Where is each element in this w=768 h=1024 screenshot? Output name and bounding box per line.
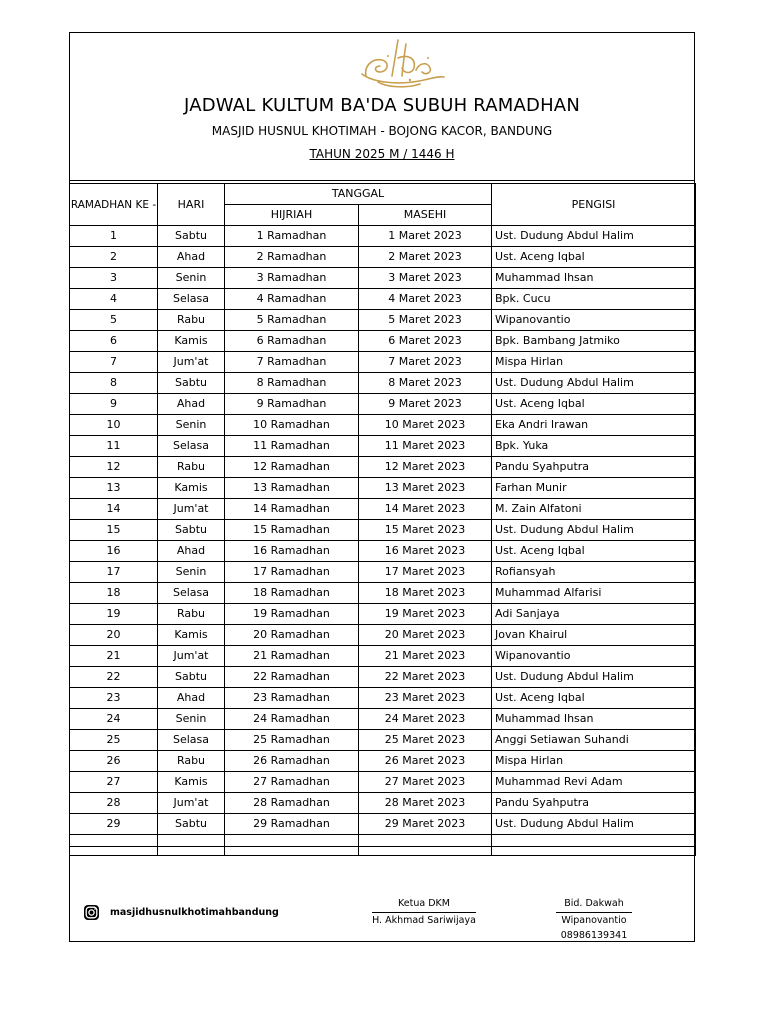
masehi-cell: 26 Maret 2023: [359, 751, 492, 772]
hijriah-cell: 20 Ramadhan: [225, 625, 359, 646]
hari-cell: Ahad: [158, 541, 225, 562]
instagram-handle: masjidhusnulkhotimahbandung: [110, 907, 279, 918]
ramadhan-ke-cell: 20: [70, 625, 158, 646]
hari-cell: Senin: [158, 415, 225, 436]
table-row: [70, 226, 696, 247]
hari-cell: Kamis: [158, 772, 225, 793]
hijriah-cell: 21 Ramadhan: [225, 646, 359, 667]
pengisi-cell: Eka Andri Irawan: [492, 415, 696, 436]
hijriah-cell: 14 Ramadhan: [225, 499, 359, 520]
ramadhan-ke-cell: 8: [70, 373, 158, 394]
table-row: [70, 562, 696, 583]
ramadhan-ke-cell: 15: [70, 520, 158, 541]
pengisi-cell: Ust. Dudung Abdul Halim: [492, 814, 696, 835]
hijriah-cell: 25 Ramadhan: [225, 730, 359, 751]
table-row: [70, 373, 696, 394]
masehi-cell: 4 Maret 2023: [359, 289, 492, 310]
masehi-cell: 9 Maret 2023: [359, 394, 492, 415]
ramadhan-ke-cell: 26: [70, 751, 158, 772]
masehi-cell: 1 Maret 2023: [359, 226, 492, 247]
ramadhan-ke-cell: 2: [70, 247, 158, 268]
ramadhan-ke-cell: 4: [70, 289, 158, 310]
masehi-cell: 7 Maret 2023: [359, 352, 492, 373]
ramadhan-ke-cell: 5: [70, 310, 158, 331]
hijriah-cell: 1 Ramadhan: [225, 226, 359, 247]
ramadhan-ke-cell: 22: [70, 667, 158, 688]
hijriah-cell: 3 Ramadhan: [225, 268, 359, 289]
masehi-cell: 14 Maret 2023: [359, 499, 492, 520]
pengisi-cell: Wipanovantio: [492, 310, 696, 331]
hari-cell: Kamis: [158, 625, 225, 646]
ramadhan-ke-cell: 23: [70, 688, 158, 709]
hari-cell: Senin: [158, 709, 225, 730]
pengisi-cell: Ust. Dudung Abdul Halim: [492, 226, 696, 247]
ramadhan-ke-cell: 29: [70, 814, 158, 835]
dakwah-phone: 08986139341: [560, 930, 628, 941]
ramadhan-ke-cell: [70, 835, 158, 856]
table-row: [70, 478, 696, 499]
table-row: [70, 793, 696, 814]
hijriah-cell: 27 Ramadhan: [225, 772, 359, 793]
pengisi-cell: Bpk. Bambang Jatmiko: [492, 331, 696, 352]
masehi-cell: 15 Maret 2023: [359, 520, 492, 541]
pengisi-cell: Ust. Aceng Iqbal: [492, 247, 696, 268]
table-row: [70, 415, 696, 436]
masehi-cell: 20 Maret 2023: [359, 625, 492, 646]
ramadhan-ke-cell: 17: [70, 562, 158, 583]
pengisi-cell: Pandu Syahputra: [492, 457, 696, 478]
masehi-cell: 25 Maret 2023: [359, 730, 492, 751]
ramadhan-ke-cell: 21: [70, 646, 158, 667]
table-body: [70, 226, 696, 856]
hijriah-cell: 7 Ramadhan: [225, 352, 359, 373]
table-row: [70, 604, 696, 625]
table-row: [70, 772, 696, 793]
table-header-row: [70, 184, 696, 205]
pengisi-cell: Rofiansyah: [492, 562, 696, 583]
hijriah-cell: 2 Ramadhan: [225, 247, 359, 268]
hijriah-cell: 4 Ramadhan: [225, 289, 359, 310]
hijriah-cell: 17 Ramadhan: [225, 562, 359, 583]
table-row: [70, 625, 696, 646]
pengisi-cell: Bpk. Yuka: [492, 436, 696, 457]
signature-dakwah: [556, 896, 632, 943]
document-subtitle: MASJID HUSNUL KHOTIMAH - BOJONG KACOR, BANDUNG: [211, 124, 553, 138]
pengisi-cell: Mispa Hirlan: [492, 352, 696, 373]
hijriah-cell: 13 Ramadhan: [225, 478, 359, 499]
hijriah-cell: 29 Ramadhan: [225, 814, 359, 835]
hari-cell: Sabtu: [158, 226, 225, 247]
table-row: [70, 331, 696, 352]
hari-cell: Jum'at: [158, 646, 225, 667]
masehi-cell: 10 Maret 2023: [359, 415, 492, 436]
hari-cell: Rabu: [158, 751, 225, 772]
ramadhan-ke-cell: 3: [70, 268, 158, 289]
ramadhan-ke-cell: 11: [70, 436, 158, 457]
table-row: [70, 436, 696, 457]
instagram-icon: [83, 904, 100, 921]
header-ramadhan-ke: RAMADHAN KE -: [70, 184, 158, 226]
masehi-cell: 29 Maret 2023: [359, 814, 492, 835]
table-row: [70, 457, 696, 478]
ramadhan-ke-cell: 14: [70, 499, 158, 520]
table-row: [70, 499, 696, 520]
hijriah-cell: 15 Ramadhan: [225, 520, 359, 541]
header-hari: HARI: [158, 184, 225, 226]
table-row: [70, 751, 696, 772]
ramadhan-ke-cell: 16: [70, 541, 158, 562]
pengisi-cell: [492, 835, 696, 856]
masehi-cell: 8 Maret 2023: [359, 373, 492, 394]
hijriah-cell: 10 Ramadhan: [225, 415, 359, 436]
masehi-cell: 11 Maret 2023: [359, 436, 492, 457]
pengisi-cell: Farhan Munir: [492, 478, 696, 499]
masehi-cell: 22 Maret 2023: [359, 667, 492, 688]
hijriah-cell: 19 Ramadhan: [225, 604, 359, 625]
hijriah-cell: 22 Ramadhan: [225, 667, 359, 688]
pengisi-cell: Muhammad Alfarisi: [492, 583, 696, 604]
header-divider: [69, 180, 695, 181]
pengisi-cell: Ust. Aceng Iqbal: [492, 394, 696, 415]
pengisi-cell: Muhammad Ihsan: [492, 709, 696, 730]
ramadhan-ke-cell: 27: [70, 772, 158, 793]
hari-cell: Selasa: [158, 730, 225, 751]
header-tanggal: TANGGAL: [225, 184, 492, 205]
pengisi-cell: Ust. Aceng Iqbal: [492, 541, 696, 562]
hijriah-cell: 9 Ramadhan: [225, 394, 359, 415]
masehi-cell: 5 Maret 2023: [359, 310, 492, 331]
hari-cell: Sabtu: [158, 520, 225, 541]
pengisi-cell: Bpk. Cucu: [492, 289, 696, 310]
pengisi-cell: M. Zain Alfatoni: [492, 499, 696, 520]
document-year: [69, 147, 695, 161]
hijriah-cell: 24 Ramadhan: [225, 709, 359, 730]
ramadhan-ke-cell: 18: [70, 583, 158, 604]
hari-cell: Rabu: [158, 310, 225, 331]
ramadhan-ke-cell: 12: [70, 457, 158, 478]
hijriah-cell: [225, 835, 359, 856]
masehi-cell: 27 Maret 2023: [359, 772, 492, 793]
table-row: [70, 835, 696, 856]
masehi-cell: 23 Maret 2023: [359, 688, 492, 709]
masehi-cell: 13 Maret 2023: [359, 478, 492, 499]
masehi-cell: 18 Maret 2023: [359, 583, 492, 604]
pengisi-cell: Wipanovantio: [492, 646, 696, 667]
hari-cell: Senin: [158, 562, 225, 583]
table-row: [70, 352, 696, 373]
pengisi-cell: Adi Sanjaya: [492, 604, 696, 625]
pengisi-cell: Ust. Dudung Abdul Halim: [492, 373, 696, 394]
masehi-cell: 3 Maret 2023: [359, 268, 492, 289]
hari-cell: Ahad: [158, 394, 225, 415]
masehi-cell: 2 Maret 2023: [359, 247, 492, 268]
hari-cell: Ahad: [158, 247, 225, 268]
schedule-table: [69, 183, 696, 856]
hari-cell: Kamis: [158, 331, 225, 352]
hijriah-cell: 16 Ramadhan: [225, 541, 359, 562]
ramadhan-ke-cell: 24: [70, 709, 158, 730]
footer-divider: [69, 846, 695, 847]
signature-ketua: [372, 896, 476, 928]
masehi-cell: 24 Maret 2023: [359, 709, 492, 730]
ramadhan-ke-cell: 25: [70, 730, 158, 751]
ramadhan-ke-cell: 28: [70, 793, 158, 814]
hijriah-cell: 5 Ramadhan: [225, 310, 359, 331]
pengisi-cell: Ust. Dudung Abdul Halim: [492, 520, 696, 541]
hari-cell: Sabtu: [158, 667, 225, 688]
pengisi-cell: Anggi Setiawan Suhandi: [492, 730, 696, 751]
hijriah-cell: 18 Ramadhan: [225, 583, 359, 604]
year-text: TAHUN 2025 M / 1446 H: [309, 147, 455, 161]
pengisi-cell: Muhammad Ihsan: [492, 268, 696, 289]
header-hijriah: HIJRIAH: [225, 205, 359, 226]
ramadhan-ke-cell: 10: [70, 415, 158, 436]
pengisi-cell: Mispa Hirlan: [492, 751, 696, 772]
header-masehi: MASEHI: [359, 205, 492, 226]
pengisi-cell: Ust. Dudung Abdul Halim: [492, 667, 696, 688]
table-row: [70, 646, 696, 667]
hari-cell: Rabu: [158, 457, 225, 478]
ramadhan-ke-cell: 6: [70, 331, 158, 352]
hari-cell: Senin: [158, 268, 225, 289]
hari-cell: Selasa: [158, 436, 225, 457]
hari-cell: [158, 835, 225, 856]
table-row: [70, 247, 696, 268]
masehi-cell: 28 Maret 2023: [359, 793, 492, 814]
header-pengisi: PENGISI: [492, 184, 696, 226]
ketua-name: H. Akhmad Sariwijaya: [372, 915, 476, 926]
table-row: [70, 709, 696, 730]
hijriah-cell: 26 Ramadhan: [225, 751, 359, 772]
hari-cell: Sabtu: [158, 814, 225, 835]
hari-cell: Jum'at: [158, 499, 225, 520]
table-row: [70, 268, 696, 289]
pengisi-cell: Pandu Syahputra: [492, 793, 696, 814]
table-row: [70, 541, 696, 562]
hari-cell: Selasa: [158, 289, 225, 310]
table-row: [70, 667, 696, 688]
table-row: [70, 310, 696, 331]
hari-cell: Sabtu: [158, 373, 225, 394]
hijriah-cell: 6 Ramadhan: [225, 331, 359, 352]
table-row: [70, 688, 696, 709]
dakwah-name: Wipanovantio: [561, 915, 627, 926]
hari-cell: Rabu: [158, 604, 225, 625]
hijriah-cell: 11 Ramadhan: [225, 436, 359, 457]
pengisi-cell: Ust. Aceng Iqbal: [492, 688, 696, 709]
masehi-cell: 21 Maret 2023: [359, 646, 492, 667]
hijriah-cell: 23 Ramadhan: [225, 688, 359, 709]
ketua-role: Ketua DKM: [372, 896, 476, 913]
dakwah-role: Bid. Dakwah: [556, 896, 632, 913]
masehi-cell: 6 Maret 2023: [359, 331, 492, 352]
table-row: [70, 814, 696, 835]
hari-cell: Kamis: [158, 478, 225, 499]
document-title: JADWAL KULTUM BA'DA SUBUH RAMADHAN: [184, 95, 580, 116]
ramadhan-ke-cell: 9: [70, 394, 158, 415]
hari-cell: Jum'at: [158, 352, 225, 373]
hijriah-cell: 28 Ramadhan: [225, 793, 359, 814]
table-row: [70, 730, 696, 751]
hari-cell: Jum'at: [158, 793, 225, 814]
pengisi-cell: Muhammad Revi Adam: [492, 772, 696, 793]
table-row: [70, 394, 696, 415]
table-row: [70, 583, 696, 604]
ramadhan-ke-cell: 1: [70, 226, 158, 247]
masehi-cell: 17 Maret 2023: [359, 562, 492, 583]
masehi-cell: [359, 835, 492, 856]
hari-cell: Ahad: [158, 688, 225, 709]
calligraphy-logo-icon: [358, 36, 446, 92]
ramadhan-ke-cell: 7: [70, 352, 158, 373]
hijriah-cell: 8 Ramadhan: [225, 373, 359, 394]
table-row: [70, 289, 696, 310]
table-row: [70, 520, 696, 541]
masehi-cell: 19 Maret 2023: [359, 604, 492, 625]
masehi-cell: 12 Maret 2023: [359, 457, 492, 478]
ramadhan-ke-cell: 13: [70, 478, 158, 499]
ramadhan-ke-cell: 19: [70, 604, 158, 625]
masehi-cell: 16 Maret 2023: [359, 541, 492, 562]
hari-cell: Selasa: [158, 583, 225, 604]
pengisi-cell: Jovan Khairul: [492, 625, 696, 646]
hijriah-cell: 12 Ramadhan: [225, 457, 359, 478]
